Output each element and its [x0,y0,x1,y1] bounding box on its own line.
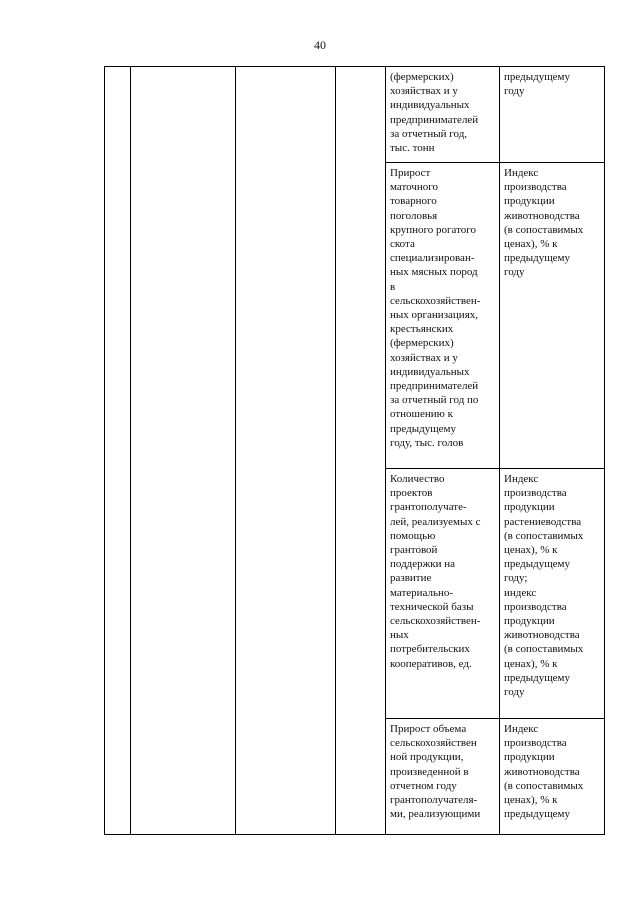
text-line: грантополучателя- [390,794,478,807]
text-line: растениеводства [504,515,582,528]
text-line: развитие [390,572,432,585]
target-indicator-cell [500,469,605,719]
text-line: проектов [390,487,433,500]
text-line: скота [390,238,415,251]
text-line: ных мясных пород [390,266,478,279]
text-line: животноводства [504,629,580,642]
text-line: производства [504,181,567,194]
text-line: ной продукции, [390,751,464,764]
program-indicators-table [104,66,605,835]
text-line: ценах), % к [504,238,558,251]
text-line: ных [390,629,409,642]
text-line: хозяйствах и у [390,351,458,364]
target-indicator-cell [500,163,605,469]
text-line: предпринимателей [390,380,479,393]
text-line: ных организациях, [390,309,479,322]
text-line: грантовой [390,544,438,557]
text-line: году, тыс. голов [390,436,464,449]
text-line: животноводства [504,209,580,222]
text-line: кооперативов, ед. [390,657,472,670]
text-line: лей, реализуемых с [390,515,481,528]
table-row [105,67,605,163]
text-line: товарного [390,195,437,208]
text-line: специализирован- [390,252,475,265]
text-line: технической базы [390,600,474,613]
text-line: индивидуальных [390,99,470,112]
text-line: Прирост объема [390,723,467,735]
text-line: году [504,266,525,279]
text-line: Индекс [504,167,539,179]
indicator-cell [386,163,500,469]
text-line: ценах), % к [504,544,558,557]
text-line: сельскохозяйствен- [390,294,481,307]
text-line: ценах), % к [504,794,558,807]
text-line: Индекс [504,473,539,485]
text-line: грантополучате- [390,501,467,514]
text-line: отчетном году [390,779,457,792]
text-line: предыдущему [504,671,571,684]
text-line: материально- [390,586,454,599]
text-line: предыдущему [504,71,571,83]
empty-cell-task [236,67,336,835]
target-indicator-cell [500,67,605,163]
text-line: тыс. тонн [390,142,435,155]
text-line: (в сопоставимых [504,643,584,656]
text-line: потребительских [390,643,470,656]
text-line: крупного рогатого [390,223,476,236]
text-line: в [390,280,396,293]
text-line: Количество [390,473,445,485]
text-line: индекс [504,586,537,599]
empty-cell-deadline [336,67,386,835]
text-line: предыдущему [504,558,571,571]
text-line: продукции [504,615,555,628]
text-line: произведенной в [390,765,469,778]
text-line: за отчетный год, [390,127,468,140]
empty-cell-number [105,67,131,835]
text-line: продукции [504,501,555,514]
text-line: производства [504,487,567,500]
text-line: (в сопоставимых [504,779,584,792]
text-line: производства [504,600,567,613]
text-line: животноводства [504,765,580,778]
text-line: ми, реализующими [390,808,481,821]
text-line: производства [504,737,567,750]
text-line: поддержки на [390,558,455,571]
text-line: (фермерских) [390,337,454,350]
text-line: хозяйствах и у [390,85,458,98]
text-line: крестьянских [390,323,454,336]
text-line: индивидуальных [390,365,470,378]
text-line: (в сопоставимых [504,529,584,542]
page-number: 40 [314,38,326,52]
target-indicator-cell [500,719,605,835]
text-line: (фермерских) [390,71,454,83]
text-line: отношению к [390,408,453,421]
text-line: предпринимателей [390,113,479,126]
text-line: маточного [390,181,439,194]
text-line: за отчетный год по [390,394,479,407]
text-line: предыдущему [504,252,571,265]
indicator-cell [386,469,500,719]
text-line: продукции [504,195,555,208]
text-line: году [504,686,525,699]
text-line: поголовья [390,209,438,222]
indicator-cell [386,67,500,163]
empty-cell-goal [131,67,236,835]
text-line: помощью [390,529,436,542]
text-line: продукции [504,751,555,764]
text-line: ценах), % к [504,657,558,670]
text-line: (в сопоставимых [504,223,584,236]
text-line: сельскохозяйствен- [390,615,481,628]
text-line: Индекс [504,723,539,735]
indicator-cell [386,719,500,835]
text-line: году; [504,572,528,585]
text-line: предыдущему [390,422,457,435]
text-line: Прирост [390,167,431,179]
text-line: предыдущему [504,808,571,821]
text-line: году [504,85,525,98]
text-line: сельскохозяйствен [390,737,477,750]
